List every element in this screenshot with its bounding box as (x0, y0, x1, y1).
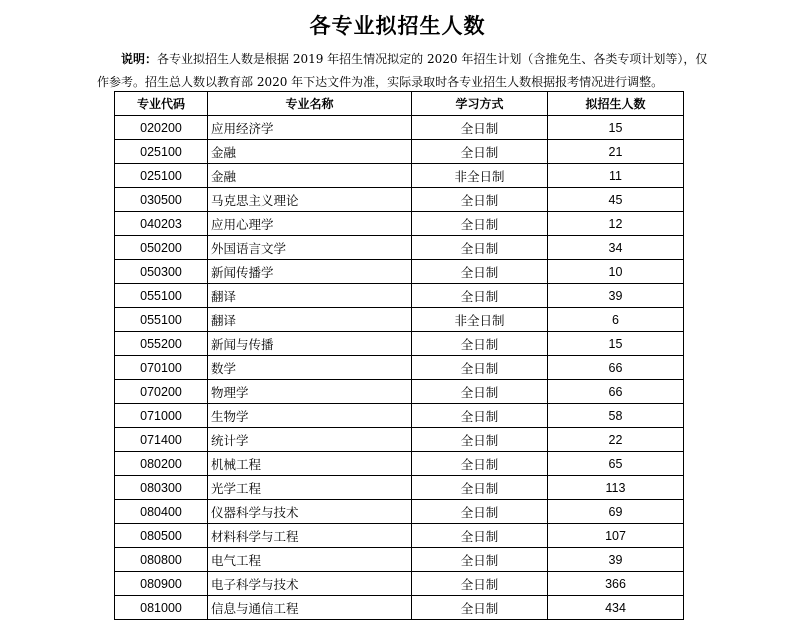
cell-mode: 全日制 (412, 572, 548, 596)
table-row (115, 380, 684, 404)
cell-code: 055200 (115, 332, 208, 356)
cell-count: 39 (548, 284, 684, 308)
cell-name: 外国语言文学 (208, 236, 412, 260)
cell-mode: 全日制 (412, 116, 548, 140)
cell-name: 材料科学与工程 (208, 524, 412, 548)
cell-name: 电气工程 (208, 548, 412, 572)
cell-name: 物理学 (208, 380, 412, 404)
cell-code: 080500 (115, 524, 208, 548)
cell-count: 11 (548, 164, 684, 188)
table-row (115, 404, 684, 428)
cell-code: 050300 (115, 260, 208, 284)
cell-code: 025100 (115, 164, 208, 188)
cell-mode: 全日制 (412, 260, 548, 284)
cell-mode: 全日制 (412, 452, 548, 476)
cell-count: 107 (548, 524, 684, 548)
cell-name: 电子科学与技术 (208, 572, 412, 596)
cell-name: 新闻传播学 (208, 260, 412, 284)
table-row (115, 308, 684, 332)
cell-code: 080900 (115, 572, 208, 596)
cell-mode: 全日制 (412, 140, 548, 164)
cell-code: 071000 (115, 404, 208, 428)
table-row (115, 284, 684, 308)
cell-count: 34 (548, 236, 684, 260)
cell-count: 12 (548, 212, 684, 236)
cell-count: 15 (548, 332, 684, 356)
cell-code: 040203 (115, 212, 208, 236)
table-row (115, 500, 684, 524)
note-text-2: 作参考。招生总人数以教育部 2020 年下达文件为准，实际录取时各专业招生人数根据报考情况进行调整。 (97, 75, 664, 89)
cell-count: 39 (548, 548, 684, 572)
cell-mode: 全日制 (412, 428, 548, 452)
cell-name: 新闻与传播 (208, 332, 412, 356)
cell-mode: 全日制 (412, 284, 548, 308)
table-row (115, 140, 684, 164)
cell-mode: 全日制 (412, 332, 548, 356)
cell-code: 080800 (115, 548, 208, 572)
table-row (115, 260, 684, 284)
table-row (115, 188, 684, 212)
table-body (115, 116, 684, 620)
cell-name: 仪器科学与技术 (208, 500, 412, 524)
table-row (115, 428, 684, 452)
header-count: 拟招生人数 (548, 92, 684, 116)
cell-count: 10 (548, 260, 684, 284)
cell-name: 信息与通信工程 (208, 596, 412, 620)
table-row (115, 332, 684, 356)
cell-code: 030500 (115, 188, 208, 212)
cell-count: 66 (548, 380, 684, 404)
table-row (115, 236, 684, 260)
cell-code: 071400 (115, 428, 208, 452)
cell-name: 金融 (208, 140, 412, 164)
cell-name: 机械工程 (208, 452, 412, 476)
header-name: 专业名称 (208, 92, 412, 116)
table-row (115, 596, 684, 620)
cell-name: 数学 (208, 356, 412, 380)
cell-count: 58 (548, 404, 684, 428)
cell-mode: 全日制 (412, 596, 548, 620)
note-lead: 说明： (121, 52, 158, 66)
cell-mode: 全日制 (412, 476, 548, 500)
cell-mode: 全日制 (412, 380, 548, 404)
table-row (115, 548, 684, 572)
cell-count: 21 (548, 140, 684, 164)
cell-code: 070100 (115, 356, 208, 380)
table-header-row (115, 92, 684, 116)
cell-name: 生物学 (208, 404, 412, 428)
cell-mode: 非全日制 (412, 308, 548, 332)
note-paragraph (97, 48, 709, 94)
table-row (115, 212, 684, 236)
note-line-1 (97, 48, 709, 71)
cell-mode: 全日制 (412, 188, 548, 212)
page-title: 各专业拟招生人数 (309, 14, 486, 38)
cell-code: 080400 (115, 500, 208, 524)
cell-code: 070200 (115, 380, 208, 404)
cell-code: 081000 (115, 596, 208, 620)
header-mode: 学习方式 (412, 92, 548, 116)
cell-mode: 非全日制 (412, 164, 548, 188)
cell-code: 080300 (115, 476, 208, 500)
enrollment-table (114, 91, 684, 620)
cell-mode: 全日制 (412, 212, 548, 236)
cell-count: 69 (548, 500, 684, 524)
cell-code: 050200 (115, 236, 208, 260)
cell-name: 金融 (208, 164, 412, 188)
table-row (115, 164, 684, 188)
cell-mode: 全日制 (412, 548, 548, 572)
cell-name: 应用心理学 (208, 212, 412, 236)
cell-name: 翻译 (208, 284, 412, 308)
table-row (115, 116, 684, 140)
header-code: 专业代码 (115, 92, 208, 116)
table-row (115, 476, 684, 500)
cell-count: 6 (548, 308, 684, 332)
cell-mode: 全日制 (412, 236, 548, 260)
table-row (115, 572, 684, 596)
table-row (115, 356, 684, 380)
cell-code: 055100 (115, 308, 208, 332)
note-text-1: 各专业拟招生人数是根据 2019 年招生情况拟定的 2020 年招生计划（含推免生、各类专项计划等），仅 (157, 52, 708, 66)
cell-name: 翻译 (208, 308, 412, 332)
cell-count: 434 (548, 596, 684, 620)
cell-code: 025100 (115, 140, 208, 164)
table-row (115, 524, 684, 548)
cell-code: 055100 (115, 284, 208, 308)
cell-count: 22 (548, 428, 684, 452)
cell-count: 65 (548, 452, 684, 476)
cell-name: 光学工程 (208, 476, 412, 500)
cell-mode: 全日制 (412, 524, 548, 548)
cell-code: 080200 (115, 452, 208, 476)
cell-name: 统计学 (208, 428, 412, 452)
table-row (115, 452, 684, 476)
cell-count: 366 (548, 572, 684, 596)
cell-count: 45 (548, 188, 684, 212)
cell-count: 66 (548, 356, 684, 380)
cell-mode: 全日制 (412, 500, 548, 524)
cell-count: 15 (548, 116, 684, 140)
cell-code: 020200 (115, 116, 208, 140)
cell-name: 马克思主义理论 (208, 188, 412, 212)
cell-mode: 全日制 (412, 356, 548, 380)
cell-count: 113 (548, 476, 684, 500)
cell-name: 应用经济学 (208, 116, 412, 140)
cell-mode: 全日制 (412, 404, 548, 428)
